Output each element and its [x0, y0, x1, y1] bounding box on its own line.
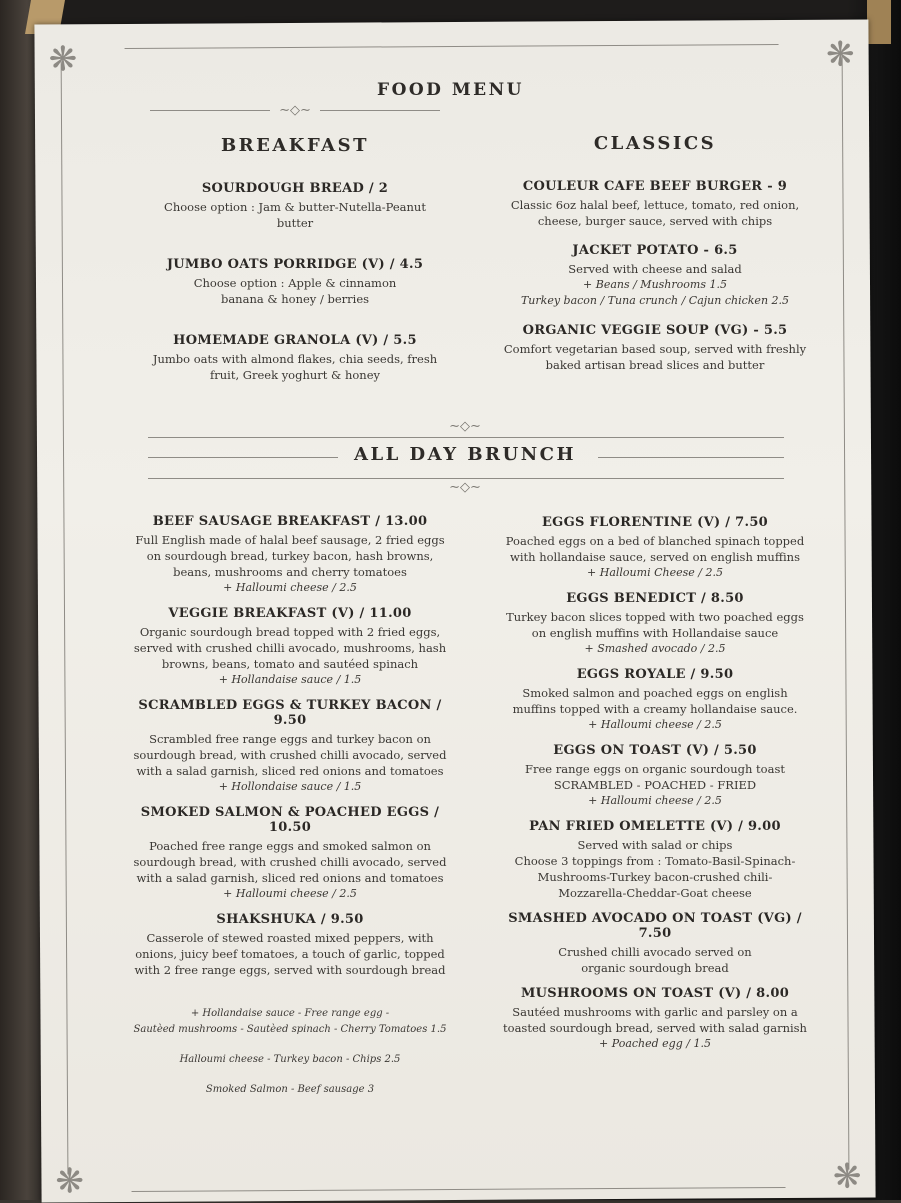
item-desc: beans, mushrooms and cherry tomatoes	[173, 565, 407, 579]
item-desc: Smoked salmon and poached eggs on english	[522, 686, 788, 700]
menu-item	[490, 911, 820, 976]
divider	[320, 110, 440, 111]
item-desc: Free range eggs on organic sourdough toast	[525, 762, 785, 776]
item-name: JACKET POTATO - 6.5	[572, 243, 738, 258]
item-extra: + Halloumi Cheese / 2.5	[587, 566, 723, 579]
item-extra: + Beans / Mushrooms 1.5	[583, 278, 727, 291]
item-desc: baked artisan bread slices and butter	[545, 358, 765, 372]
item-name: SMASHED AVOCADO ON TOAST (VG) / 7.50	[508, 911, 802, 941]
divider	[148, 478, 784, 479]
menu-item	[140, 257, 450, 307]
menu-item	[125, 805, 455, 902]
menu-item	[490, 986, 820, 1052]
item-desc: on english muffins with Hollandaise sauce	[531, 626, 779, 640]
item-desc: with 2 free range eggs, served with sourdough bread	[134, 963, 446, 977]
item-desc: served with crushed chilli avocado, mushrooms, hash	[133, 641, 447, 655]
item-name: SHAKSHUKA / 9.50	[216, 912, 364, 927]
binder-corner-right	[867, 0, 891, 44]
item-desc: Mozzarella-Cheddar-Goat cheese	[558, 886, 752, 900]
brunch-addons	[125, 1006, 455, 1098]
corner-ornament-icon: ❋	[55, 1161, 85, 1202]
item-desc: Jumbo oats with almond flakes, chia seeds, fresh	[152, 352, 438, 366]
section-heading: BREAKFAST	[220, 135, 370, 156]
addon-line: Sautèed mushrooms - Sautèed spinach - Cherry Tomatoes 1.5	[133, 1024, 447, 1035]
menu-item	[490, 819, 820, 901]
item-name: ORGANIC VEGGIE SOUP (VG) - 5.5	[522, 323, 788, 338]
item-extra: + Halloumi cheese / 2.5	[223, 581, 357, 594]
item-desc: Choose option : Jam & butter-Nutella-Peanut	[164, 200, 426, 214]
addon-line: + Hollandaise sauce - Free range egg -	[190, 1008, 390, 1019]
divider	[598, 457, 784, 458]
menu-item	[490, 515, 820, 581]
item-desc: Mushrooms-Turkey bacon-crushed chili-	[537, 870, 773, 884]
item-desc: toasted sourdough bread, served with salad garnish	[503, 1021, 807, 1035]
item-name: COULEUR CAFE BEEF BURGER - 9	[522, 179, 788, 194]
item-desc: banana & honey / berries	[220, 292, 370, 306]
item-name: HOMEMADE GRANOLA (V) / 5.5	[173, 333, 417, 348]
section-heading: CLASSICS	[593, 133, 717, 154]
item-desc: cheese, burger sauce, served with chips	[537, 214, 773, 228]
menu-item	[490, 591, 820, 657]
item-name: BEEF SAUSAGE BREAKFAST / 13.00	[152, 514, 428, 529]
item-desc: Classic 6oz halal beef, lettuce, tomato, red onion,	[510, 198, 800, 212]
item-name: EGGS FLORENTINE (V) / 7.50	[541, 515, 769, 530]
item-desc: with a salad garnish, sliced red onions and tomatoes	[136, 871, 444, 885]
item-name: VEGGIE BREAKFAST (V) / 11.00	[168, 606, 412, 621]
item-desc: Poached eggs on a bed of blanched spinach topped	[505, 534, 805, 548]
divider	[150, 110, 270, 111]
frame-bottom	[132, 1187, 786, 1192]
item-desc: Organic sourdough bread topped with 2 fried eggs,	[139, 625, 441, 639]
item-extra: + Halloumi cheese / 2.5	[588, 718, 722, 731]
item-desc: on sourdough bread, turkey bacon, hash browns,	[146, 549, 434, 563]
item-name: SOURDOUGH BREAD / 2	[201, 181, 389, 196]
item-desc: fruit, Greek yoghurt & honey	[210, 368, 380, 382]
item-desc: with hollandaise sauce, served on english muffins	[509, 550, 800, 564]
divider	[148, 437, 784, 438]
menu-item	[490, 743, 820, 809]
item-name: JUMBO OATS PORRIDGE (V) / 4.5	[166, 257, 424, 272]
item-name: PAN FRIED OMELETTE (V) / 9.00	[529, 819, 781, 834]
frame-left	[61, 54, 69, 1174]
item-extra: + Poached egg / 1.5	[599, 1037, 711, 1050]
item-name: EGGS ON TOAST (V) / 5.50	[553, 743, 757, 758]
brunch-left-column	[125, 514, 455, 1098]
item-name: EGGS BENEDICT / 8.50	[566, 591, 744, 606]
item-desc: Comfort vegetarian based soup, served with freshly	[503, 342, 807, 356]
menu-item	[490, 667, 820, 733]
brunch-right-column	[490, 515, 820, 1052]
item-desc: Sautéed mushrooms with garlic and parsley on a	[512, 1005, 798, 1019]
item-desc: sourdough bread, with crushed chilli avocado, served	[133, 855, 447, 869]
item-name: SMOKED SALMON & POACHED EGGS / 10.50	[140, 805, 440, 835]
item-extra: Turkey bacon / Tuna crunch / Cajun chicken 2.5	[520, 294, 790, 307]
menu-item	[125, 912, 455, 978]
menu-item	[480, 323, 830, 373]
menu-item	[125, 698, 455, 795]
item-desc: browns, beans, tomato and sautéed spinach	[161, 657, 419, 671]
flourish-icon: ∼◇∼	[449, 419, 481, 434]
item-name: SCRAMBLED EGGS & TURKEY BACON / 9.50	[138, 698, 442, 728]
item-desc: Choose option : Apple & cinnamon	[193, 276, 397, 290]
item-extra: + Hollondaise sauce / 1.5	[218, 780, 362, 793]
corner-ornament-icon: ❋	[48, 39, 78, 80]
menu-item	[480, 243, 830, 309]
item-desc: Crushed chilli avocado served on	[558, 945, 752, 959]
menu-item	[480, 179, 830, 229]
item-desc: onions, juicy beef tomatoes, a touch of garlic, topped	[135, 947, 445, 961]
addon-line: Smoked Salmon - Beef sausage 3	[205, 1084, 375, 1095]
item-desc: with a salad garnish, sliced red onions and tomatoes	[136, 764, 444, 778]
item-desc: Choose 3 toppings from : Tomato-Basil-Spinach-	[514, 854, 796, 868]
section-heading: ALL DAY BRUNCH	[354, 444, 576, 465]
menu-item	[125, 606, 455, 688]
breakfast-section	[140, 135, 450, 383]
menu-item	[140, 181, 450, 231]
menu-item	[125, 514, 455, 596]
corner-ornament-icon: ❋	[825, 34, 855, 75]
classics-section	[480, 133, 830, 373]
menu-item	[140, 333, 450, 383]
item-desc: butter	[276, 216, 314, 230]
item-desc: organic sourdough bread	[581, 961, 729, 975]
corner-ornament-icon: ❋	[832, 1156, 862, 1197]
item-extra: + Hollandaise sauce / 1.5	[218, 673, 362, 686]
frame-top	[125, 44, 779, 49]
item-name: EGGS ROYALE / 9.50	[576, 667, 734, 682]
item-desc: Full English made of halal beef sausage, 2 fried eggs	[135, 533, 445, 547]
item-desc: sourdough bread, with crushed chilli avocado, served	[133, 748, 447, 762]
item-desc: Served with cheese and salad	[568, 262, 742, 276]
item-desc: SCRAMBLED - POACHED - FRIED	[553, 778, 757, 792]
item-desc: Turkey bacon slices topped with two poached eggs	[506, 610, 804, 624]
item-name: MUSHROOMS ON TOAST (V) / 8.00	[520, 986, 790, 1001]
item-extra: + Smashed avocado / 2.5	[584, 642, 726, 655]
flourish-icon: ∼◇∼	[279, 103, 311, 118]
item-desc: Casserole of stewed roasted mixed peppers, with	[146, 931, 434, 945]
item-desc: muffins topped with a creamy hollandaise sauce.	[512, 702, 798, 716]
flourish-icon: ∼◇∼	[449, 480, 481, 495]
addon-line: Halloumi cheese - Turkey bacon - Chips 2.5	[179, 1054, 401, 1065]
item-extra: + Halloumi cheese / 2.5	[223, 887, 357, 900]
menu-title: FOOD MENU	[377, 80, 524, 100]
item-desc: Served with salad or chips	[577, 838, 733, 852]
frame-right	[842, 50, 850, 1170]
item-extra: + Halloumi cheese / 2.5	[588, 794, 722, 807]
item-desc: Poached free range eggs and smoked salmon on	[149, 839, 431, 853]
item-desc: Scrambled free range eggs and turkey bacon on	[149, 732, 431, 746]
